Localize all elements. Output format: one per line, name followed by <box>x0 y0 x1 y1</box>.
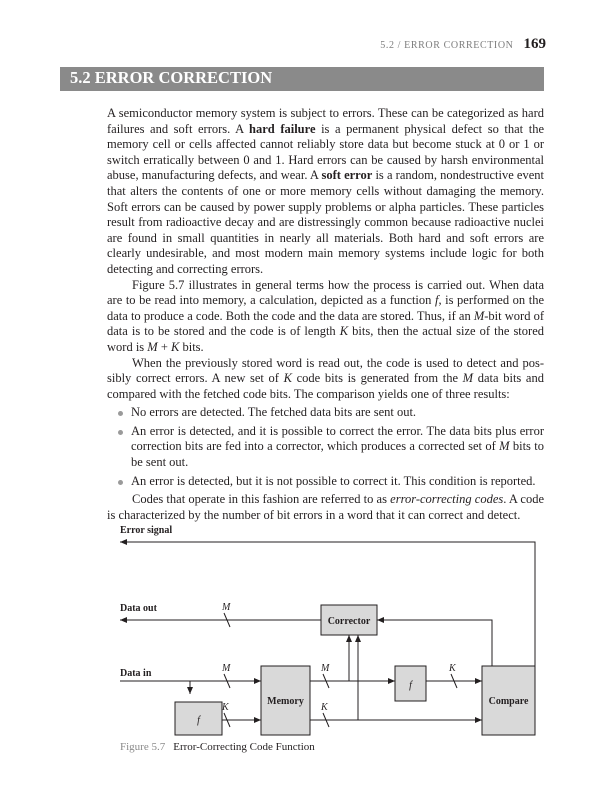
paragraph-4: Codes that operate in this fashion are referred to as error-correcting codes. A code is characterized by the number of bit errors in a word that it can correct and detect. <box>107 492 545 522</box>
f-output-label: f <box>409 680 412 691</box>
m-data-in-label: M <box>222 663 231 674</box>
term-soft-error: soft error <box>321 168 373 183</box>
data-in-label: Data in <box>120 668 152 679</box>
figure-caption <box>120 741 315 753</box>
paragraph-1: A semiconductor memory system is subject to errors. These can be categorized as hard failures and soft errors. A hard failure is a permanent physical defect so that the memory cell or cells affected cannot reliably store data but become stuck at 0 or 1 or switch erratically between 0 and 1. Hard errors can be caused by harsh environmental abuse, manufacturing defects, and wear. A soft error is a random, nondestructive event that alters the contents of one or more memory cells without damaging the memory. Soft errors can be caused by power supply problems or alpha particles. These particles result from radioactive decay and are distressingly common because radioactive nuclei are found in small quantities in nearly all materials. Both hard and soft errors are clearly undesirable, and most modern main memory systems include logic for both detecting and correcting errors. <box>107 106 544 276</box>
k-memory-out-label: K <box>321 702 328 713</box>
list-item: An error is detected, but it is not possible to correct it. This condition is reported. <box>118 474 544 490</box>
page-number: 169 <box>523 36 546 52</box>
body-text <box>107 106 544 523</box>
m-memory-out-label: M <box>321 663 330 674</box>
caption-text: Error-Correcting Code Function <box>173 741 315 753</box>
k-memory-in-label: K <box>222 702 229 713</box>
k-f-out-label: K <box>449 663 456 674</box>
paragraph-2: Figure 5.7 illustrates in general terms how the process is carried out. When data are to be read into memory, a calculation, depicted as a function f, is performed on the data to produce a code. Both the code and the data are stored. Thus, if an M-bit word of data is to be stored and the code is of length K bits, then the actual size of the stored word is M + K bits. <box>107 277 545 354</box>
results-list <box>107 405 544 489</box>
paragraph-3: When the previously stored word is read out, the code is used to detect and possibly correct errors. A new set of K code bits is generated from the M data bits and compared with the fetched code bits. The comparison yields one of three results: <box>107 355 544 401</box>
caption-label: Figure 5.7 <box>120 741 166 753</box>
compare-label: Compare <box>488 696 529 707</box>
list-item: No errors are detected. The fetched data bits are sent out. <box>118 405 544 421</box>
data-out-label: Data out <box>120 603 157 614</box>
f-input-label: f <box>197 715 200 726</box>
section-heading: 5.2 ERROR CORRECTION <box>70 68 273 87</box>
list-item: An error is detected, and it is possible to correct the error. The data bits plus error correction bits are fed into a corrector, which produces a corrected set of M bits to be sent out. <box>118 424 544 471</box>
corrector-label: Corrector <box>327 616 371 627</box>
compare-to-corrector-line <box>377 620 492 666</box>
memory-label: Memory <box>267 696 304 707</box>
term-error-correcting-codes: error-correcting codes <box>390 492 504 507</box>
running-head <box>380 36 546 53</box>
running-head-title: 5.2 / ERROR CORRECTION <box>380 40 514 51</box>
term-hard-failure: hard failure <box>249 121 316 136</box>
error-signal-label: Error signal <box>120 525 173 536</box>
m-data-out-label: M <box>222 602 231 613</box>
section-heading-bar <box>60 67 544 91</box>
error-signal-line <box>120 542 535 666</box>
